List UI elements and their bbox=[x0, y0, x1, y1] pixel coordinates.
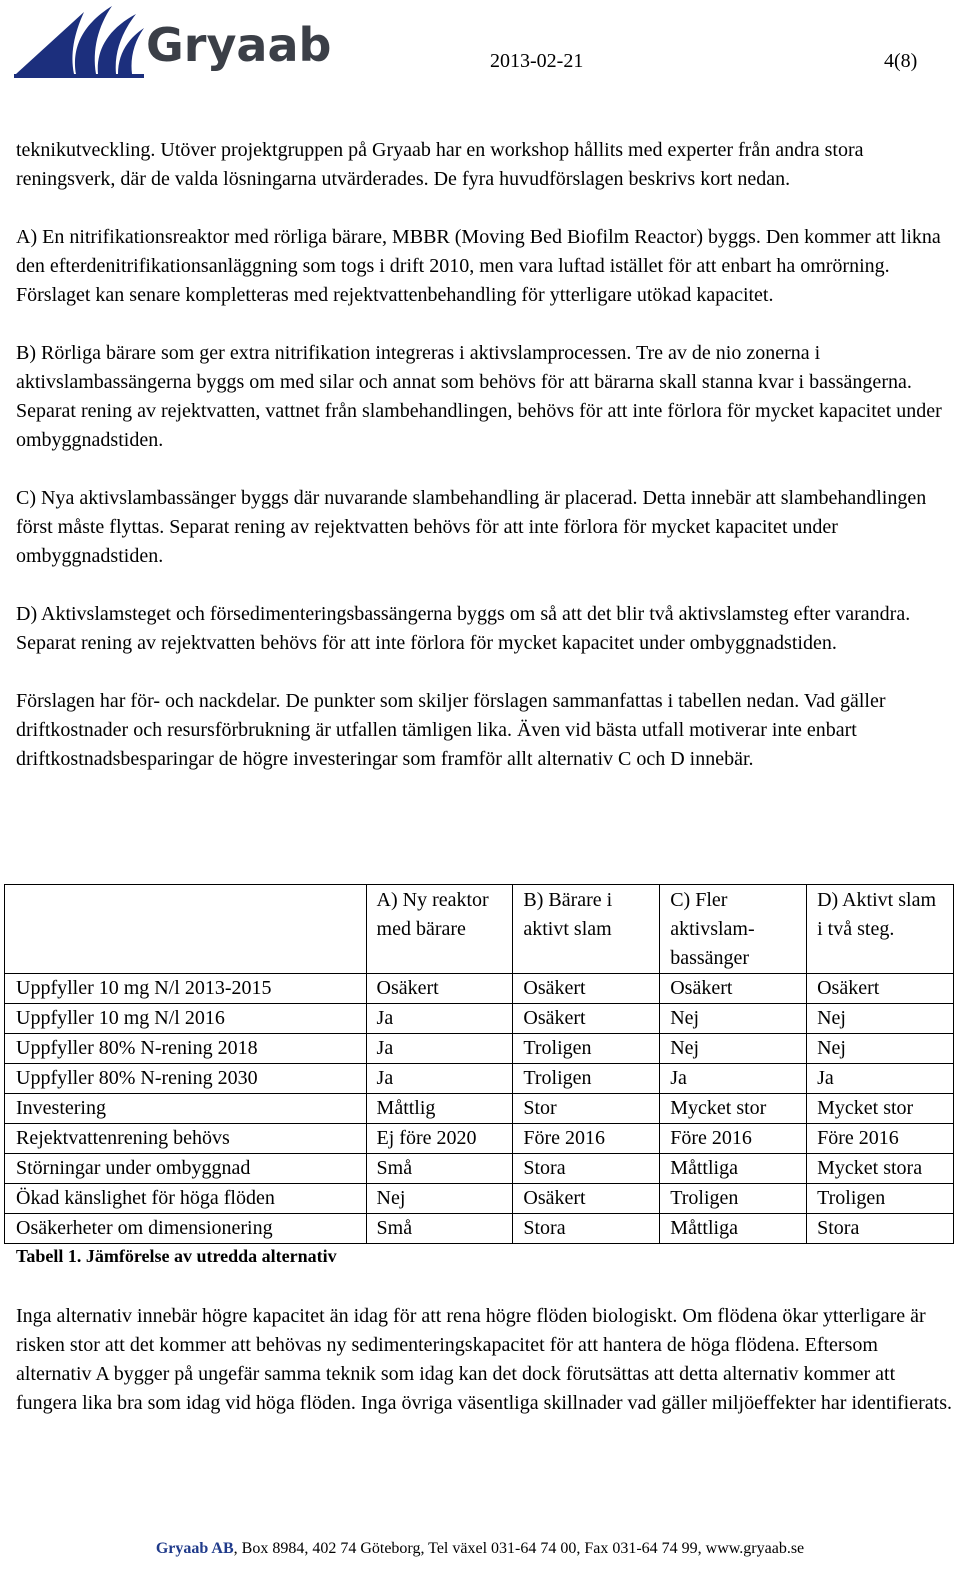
table-cell: Nej bbox=[366, 1184, 513, 1214]
table-row bbox=[5, 974, 954, 1004]
table-header-cell: B) Bärare i aktivt slam bbox=[513, 885, 660, 974]
footer-details: , Box 8984, 402 74 Göteborg, Tel växel 031-64 74 00, Fax 031-64 74 99, www.gryaab.se bbox=[233, 1540, 805, 1557]
table-header-row bbox=[5, 885, 954, 974]
paragraph-summary: Förslagen har för- och nackdelar. De punkter som skiljer förslagen sammanfattas i tabellen nedan. Vad gäller driftkostnader och resursförbrukning är utfallen tämligen lika. Även vid bästa utfall motiverar inte enbart driftkostnadsbesparingar de högre investeringar som framför allt alternativ C och D innebär. bbox=[16, 690, 886, 770]
paragraph-option-a: A) En nitrifikationsreaktor med rörliga bärare, MBBR (Moving Bed Biofilm Reactor) byggs. Den kommer att likna den efterdenitrifikationsanläggning som togs i drift 2010, men vara luftad istället för att enbart ha omrörning. Förslaget kan senare kompletteras med rejektvattenbehandling för ytterligare utökad kapacitet. bbox=[16, 226, 941, 306]
table-cell: Osäkert bbox=[513, 1004, 660, 1034]
table-row bbox=[5, 1064, 954, 1094]
table-cell: Före 2016 bbox=[660, 1124, 807, 1154]
gryaab-logo bbox=[14, 4, 332, 78]
table-cell: Stora bbox=[513, 1214, 660, 1244]
table-cell: Före 2016 bbox=[513, 1124, 660, 1154]
table-cell: Små bbox=[366, 1154, 513, 1184]
table-cell: Uppfyller 80% N-rening 2030 bbox=[5, 1064, 367, 1094]
table-cell: Måttliga bbox=[660, 1154, 807, 1184]
table-cell: Troligen bbox=[513, 1064, 660, 1094]
table-cell: Före 2016 bbox=[807, 1124, 954, 1154]
table-cell: Ej före 2020 bbox=[366, 1124, 513, 1154]
table-cell: Nej bbox=[660, 1034, 807, 1064]
table-cell: Osäkert bbox=[513, 1184, 660, 1214]
page-footer bbox=[0, 1540, 960, 1558]
paragraph-intro: teknikutveckling. Utöver projektgruppen på Gryaab har en workshop hållits med experter från andra stora reningsverk, där de valda lösningarna utvärderades. De fyra huvudförslagen beskrivs kort nedan. bbox=[16, 139, 864, 190]
table-cell: Uppfyller 10 mg N/l 2013-2015 bbox=[5, 974, 367, 1004]
footer-company: Gryaab AB bbox=[155, 1540, 234, 1557]
logo-wordmark: Gryaab bbox=[146, 18, 332, 72]
table-cell: Ja bbox=[366, 1034, 513, 1064]
paragraph-option-d: D) Aktivslamsteget och försedimenteringsbassängerna byggs om så att det blir två aktivslamsteg efter varandra. Separat rening av rejektvatten behövs för att inte förlora för mycket kapacitet under ombyggnadstiden. bbox=[16, 603, 911, 654]
table-row bbox=[5, 1034, 954, 1064]
table-cell: Osäkert bbox=[513, 974, 660, 1004]
document-date: 2013-02-21 bbox=[490, 50, 584, 72]
table-cell: Små bbox=[366, 1214, 513, 1244]
paragraph-option-b: B) Rörliga bärare som ger extra nitrifikation integreras i aktivslamprocessen. Tre av de nio zonerna i aktivslambassängerna byggs om med silar och annat som behövs för att bärarna skall stanna kvar i bassängerna. Separat rening av rejektvatten, vattnet från slambehandlingen, behövs för att inte förlora för mycket kapacitet under ombyggnadstiden. bbox=[16, 342, 942, 451]
table-cell: Ja bbox=[366, 1064, 513, 1094]
table-header-cell bbox=[5, 885, 367, 974]
table-cell: Ja bbox=[366, 1004, 513, 1034]
table-cell: Uppfyller 10 mg N/l 2016 bbox=[5, 1004, 367, 1034]
table-row bbox=[5, 1184, 954, 1214]
table-row bbox=[5, 1124, 954, 1154]
table-cell: Ja bbox=[660, 1064, 807, 1094]
table-cell: Störningar under ombyggnad bbox=[5, 1154, 367, 1184]
comparison-table bbox=[4, 884, 954, 1244]
page-number: 4(8) bbox=[884, 50, 918, 72]
body-text bbox=[16, 136, 952, 803]
table-cell: Nej bbox=[807, 1034, 954, 1064]
table-cell: Måttliga bbox=[660, 1214, 807, 1244]
table-cell: Måttlig bbox=[366, 1094, 513, 1124]
table-cell: Stora bbox=[807, 1214, 954, 1244]
table-cell: Troligen bbox=[807, 1184, 954, 1214]
table-cell: Stora bbox=[513, 1154, 660, 1184]
table-header-cell: C) Fler aktivslam-bassänger bbox=[660, 885, 807, 974]
table-row bbox=[5, 1004, 954, 1034]
table-cell: Nej bbox=[660, 1004, 807, 1034]
table-cell: Uppfyller 80% N-rening 2018 bbox=[5, 1034, 367, 1064]
table-cell: Nej bbox=[807, 1004, 954, 1034]
table-cell: Osäkert bbox=[807, 974, 954, 1004]
table-cell: Osäkert bbox=[366, 974, 513, 1004]
table-cell: Mycket stor bbox=[807, 1094, 954, 1124]
page-header bbox=[0, 0, 960, 90]
table-row bbox=[5, 1214, 954, 1244]
paragraph-closing: Inga alternativ innebär högre kapacitet än idag för att rena högre flöden biologiskt. Om flödena ökar ytterligare är risken stor att det kommer att behövas ny sedimenteringskapacitet för att hantera de höga flödena. Eftersom alternativ A bygger på ungefär samma teknik som idag kan det dock förutsättas att detta alternativ kommer att fungera lika bra som idag vid höga flöden. Inga övriga väsentliga skillnader vad gäller miljöeffekter har identifierats. bbox=[16, 1305, 952, 1414]
table-cell: Osäkert bbox=[660, 974, 807, 1004]
table-cell: Ökad känslighet för höga flöden bbox=[5, 1184, 367, 1214]
table-cell: Troligen bbox=[513, 1034, 660, 1064]
table-cell: Mycket stor bbox=[660, 1094, 807, 1124]
table-cell: Troligen bbox=[660, 1184, 807, 1214]
paragraph-option-c: C) Nya aktivslambassänger byggs där nuvarande slambehandling är placerad. Detta innebär att slambehandlingen först måste flyttas. Separat rening av rejektvatten behövs för att inte förlora för mycket kapacitet under ombyggnadstiden. bbox=[16, 487, 927, 567]
table-cell: Stor bbox=[513, 1094, 660, 1124]
table-cell: Ja bbox=[807, 1064, 954, 1094]
table-cell: Mycket stora bbox=[807, 1154, 954, 1184]
table-header-cell: D) Aktivt slam i två steg. bbox=[807, 885, 954, 974]
table-cell: Rejektvattenrening behövs bbox=[5, 1124, 367, 1154]
table-cell: Osäkerheter om dimensionering bbox=[5, 1214, 367, 1244]
table-caption: Tabell 1. Jämförelse av utredda alternativ bbox=[16, 1246, 337, 1266]
table-row bbox=[5, 1094, 954, 1124]
table-header-cell: A) Ny reaktor med bärare bbox=[366, 885, 513, 974]
table-row bbox=[5, 1154, 954, 1184]
table-cell: Investering bbox=[5, 1094, 367, 1124]
